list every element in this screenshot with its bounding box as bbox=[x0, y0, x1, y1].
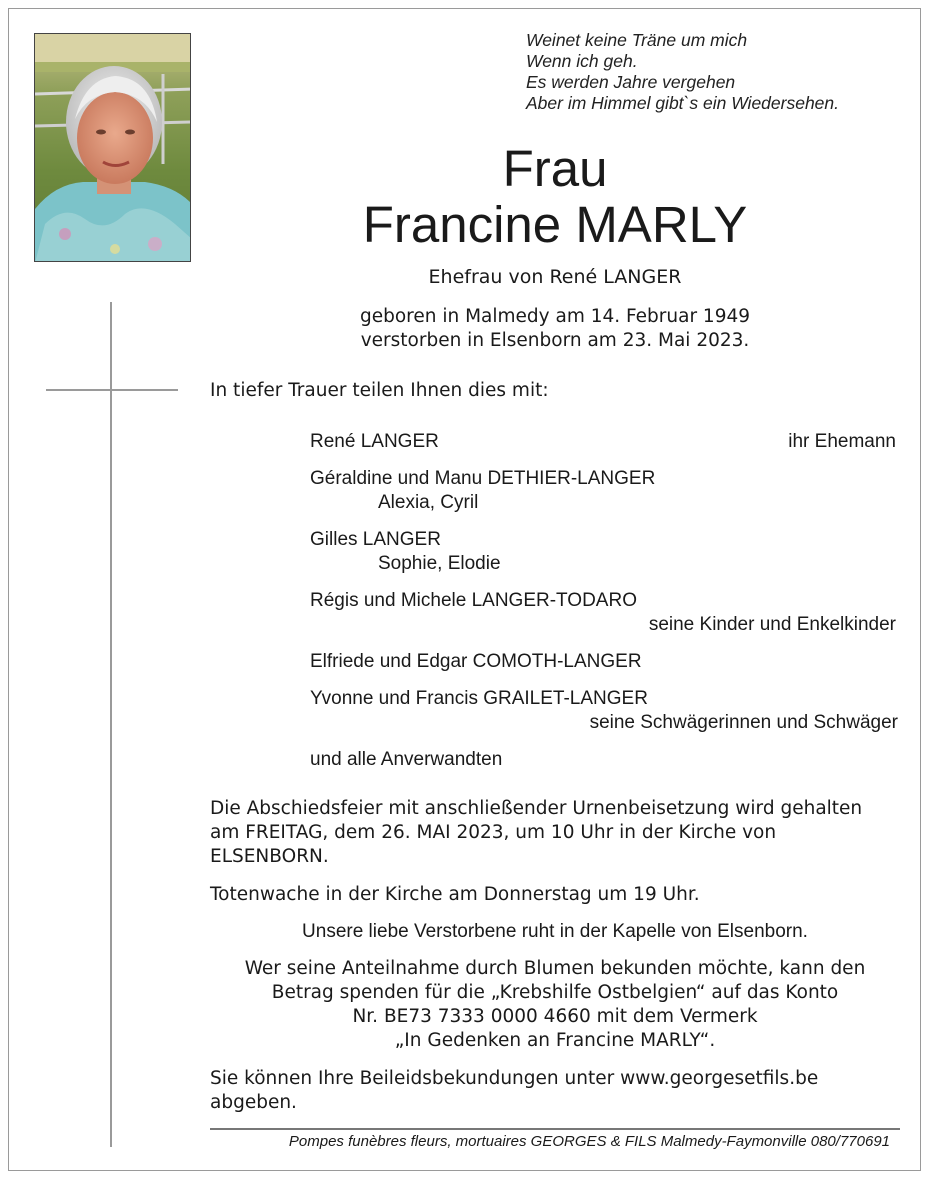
deceased-name: Francine MARLY bbox=[362, 196, 748, 253]
family-child: Régis und Michele LANGER-TODARO bbox=[310, 590, 637, 611]
poem-line: Es werden Jahre vergehen bbox=[526, 72, 736, 92]
donation-info bbox=[210, 957, 900, 1053]
family-grandchildren: Sophie, Elodie bbox=[378, 553, 501, 574]
family-child: Gilles LANGER bbox=[310, 529, 441, 550]
spouse-line: Ehefrau von René LANGER bbox=[428, 266, 682, 288]
family-child: Géraldine und Manu DETHIER-LANGER bbox=[310, 468, 656, 489]
donation-line: Nr. BE73 7333 0000 4660 mit dem Vermerk bbox=[352, 1006, 758, 1027]
funeral-home-footer: Pompes funèbres fleurs, mortuaires GEORGES & FILS Malmedy-Faymonville 080/770691 bbox=[288, 1133, 890, 1150]
donation-line: Wer seine Anteilnahme durch Blumen bekunden möchte, kann den bbox=[244, 958, 866, 979]
family-sibling: Elfriede und Edgar COMOTH-LANGER bbox=[310, 651, 642, 672]
wake-info: Totenwache in der Kirche am Donnerstag um 19 Uhr. bbox=[210, 884, 700, 905]
cross-vertical bbox=[110, 302, 112, 1147]
family-relatives: und alle Anverwandten bbox=[310, 749, 503, 770]
family-husband-role: ihr Ehemann bbox=[788, 431, 896, 452]
footer-divider bbox=[210, 1128, 900, 1130]
cross-horizontal bbox=[46, 389, 178, 391]
service-info: Die Abschiedsfeier mit anschließender Urnenbeisetzung wird gehalten am FREITAG, dem 26. MAI 2023, um 10 Uhr in der Kirche von ELSENBORN. bbox=[210, 798, 863, 867]
poem-line: Aber im Himmel gibt`s ein Wiedersehen. bbox=[526, 93, 840, 113]
poem-line: Wenn ich geh. bbox=[526, 51, 638, 71]
chapel-info: Unsere liebe Verstorbene ruht in der Kapelle von Elsenborn. bbox=[302, 921, 808, 942]
family-sibling: Yvonne und Francis GRAILET-LANGER bbox=[310, 688, 648, 709]
family-children-role: seine Kinder und Enkelkinder bbox=[648, 614, 896, 635]
mourning-intro: In tiefer Trauer teilen Ihnen dies mit: bbox=[210, 380, 549, 401]
portrait-photo bbox=[34, 33, 191, 262]
donation-line: Betrag spenden für die „Krebshilfe Ostbelgien“ auf das Konto bbox=[271, 982, 839, 1003]
life-dates bbox=[300, 305, 810, 353]
family-siblings-role: seine Schwägerinnen und Schwäger bbox=[589, 712, 898, 733]
donation-line: „In Gedenken an Francine MARLY“. bbox=[394, 1030, 716, 1051]
poem bbox=[526, 30, 916, 114]
birth-line: geboren in Malmedy am 14. Februar 1949 bbox=[359, 306, 751, 327]
poem-line: Weinet keine Träne um mich bbox=[526, 30, 748, 50]
salutation: Frau bbox=[502, 140, 608, 197]
condolences-info: Sie können Ihre Beileidsbekundungen unter www.georgesetfils.be abgeben. bbox=[210, 1068, 819, 1113]
death-line: verstorben in Elsenborn am 23. Mai 2023. bbox=[360, 330, 750, 351]
family-grandchildren: Alexia, Cyril bbox=[378, 492, 479, 513]
family-husband: René LANGER bbox=[310, 431, 439, 452]
